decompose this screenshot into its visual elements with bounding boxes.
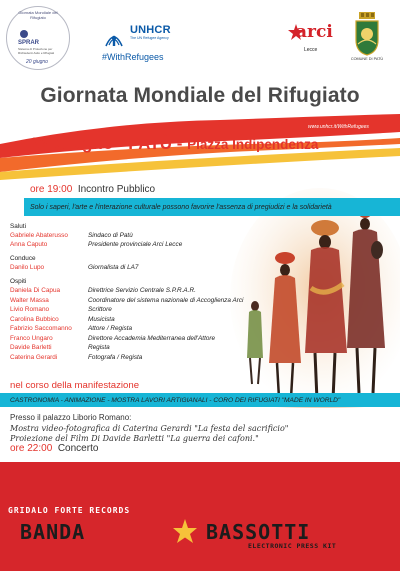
ospiti-name-3: Livio Romano [10,306,50,313]
conduce-name-1: Danilo Lupo [10,264,45,271]
saluti-heading: Saluti [10,223,26,230]
saluti-role-1: Sindaco di Patù [88,232,133,239]
ospiti-role-6: Direttore Accademia Mediterranea dell'Attore [88,334,216,342]
ospiti-name-4: Carolina Bubbico [10,315,59,323]
page-title: Giornata Mondiale del Rifugiato [40,84,360,107]
ospiti-role-4: Musicista [88,315,115,323]
saluti-name-1: Gabriele Abaterusso [10,232,68,239]
unhcr-hashtag: #WithRefugees [102,52,164,62]
event-venue: Piazza Indipendenza [187,137,319,152]
coat-of-arms-icon [354,12,380,56]
event-date: 22 Giugno - PATÙ [30,134,172,153]
ospiti-name-2: Walter Massa [10,296,49,304]
ospiti-role-7: Regista [88,344,110,351]
band-name-left: BANDA [20,520,86,544]
ospiti-heading: Ospiti [10,278,27,285]
palazzo-intro: Presso il palazzo Liborio Romano: [10,413,132,422]
conduce-role-1: Giornalista di LA7 [88,264,139,271]
sprar-name: SPRAR [18,40,40,46]
ospiti-name-8: Caterina Gerardi [10,353,58,361]
ospiti-name-7: Davide Barletti [10,344,52,351]
sprar-logo [6,6,70,68]
sprar-dot-icon [20,30,28,38]
unhcr-subtitle: The UN Refugee Agency [130,36,169,40]
ospiti-name-1: Daniela Di Capua [10,287,61,294]
first-event-title: Incontro Pubblico [77,184,156,195]
ospiti-role-2: Coordinatore del sistema nazionale di Accoglienza Arci [88,296,244,304]
film-text: Proiezione del Film Di Davide Barletti "La guerra dei cafoni." [10,434,259,443]
activities-text: CASTRONOMIA - ANIMAZIONE - MOSTRA LAVORI ARTIGIANALI - CORO DEI RIFUGIATI "MADE IN WORLD" [10,396,341,404]
sprar-description: Sistema di Protezione per Richiedenti Asilo e Rifugiati [18,47,55,55]
arci-wordmark: arci [296,22,333,42]
concert-band [0,462,400,571]
ospiti-role-3: Scrittore [88,306,112,313]
record-label: GRIDALO FORTE RECORDS [8,506,131,515]
sprar-arc-text: Giornata Mondiale del Rifugiato [18,10,58,20]
saluti-role-2: Presidente provinciale Arci Lecce [88,241,183,248]
second-event-heading [10,443,98,454]
theme-text: Solo i saperi, l'arte e l'interazione culturale possono favorire l'assenza di pregiudizi e la solidarietà [30,203,332,211]
website-url[interactable]: www.unhcr.it/WithRefugees [308,124,369,130]
arci-city: Lecce [304,47,318,53]
refugee-figures-illustration [225,188,400,413]
ospiti-role-5: Attore / Regista [88,325,133,332]
conduce-heading: Conduce [10,255,36,262]
ospiti-role-1: Direttrice Servizio Centrale S.P.R.A.R. [88,287,196,294]
ospiti-name-5: Fabrizio Saccomanno [10,325,72,332]
unhcr-name: UNHCR [130,24,171,36]
second-event-title: Concerto [57,443,99,454]
press-kit-label: ELECTRONIC PRESS KIT [248,542,337,550]
arci-logo [288,22,333,54]
event-date-line [30,134,318,154]
saluti-name-2: Anna Caputo [10,241,48,248]
unhcr-emblem-icon [102,26,126,50]
manifestazione-heading: nel corso della manifestazione [10,380,140,391]
first-event-heading [30,184,155,195]
theme-banner [24,198,400,216]
comune-label: COMUNE DI PATÙ [350,57,384,61]
sprar-date: 20 giugno [26,59,48,65]
star-icon [172,518,198,544]
activities-banner [0,393,400,407]
comune-di-patu-crest [348,12,384,64]
palazzo-program [10,413,288,445]
first-event-time: ore 19:00 [30,184,73,195]
ospiti-role-8: Fotografa / Regista [88,353,143,361]
band-name-right: BASSOTTI [206,520,311,544]
second-event-time: ore 22:00 [10,443,53,454]
date-separator: - [171,134,188,153]
mostra-text: Mostra video-fotografica di Caterina Gerardi "La festa del sacrificio" [10,423,289,433]
ospiti-name-6: Franco Ungaro [10,334,53,342]
